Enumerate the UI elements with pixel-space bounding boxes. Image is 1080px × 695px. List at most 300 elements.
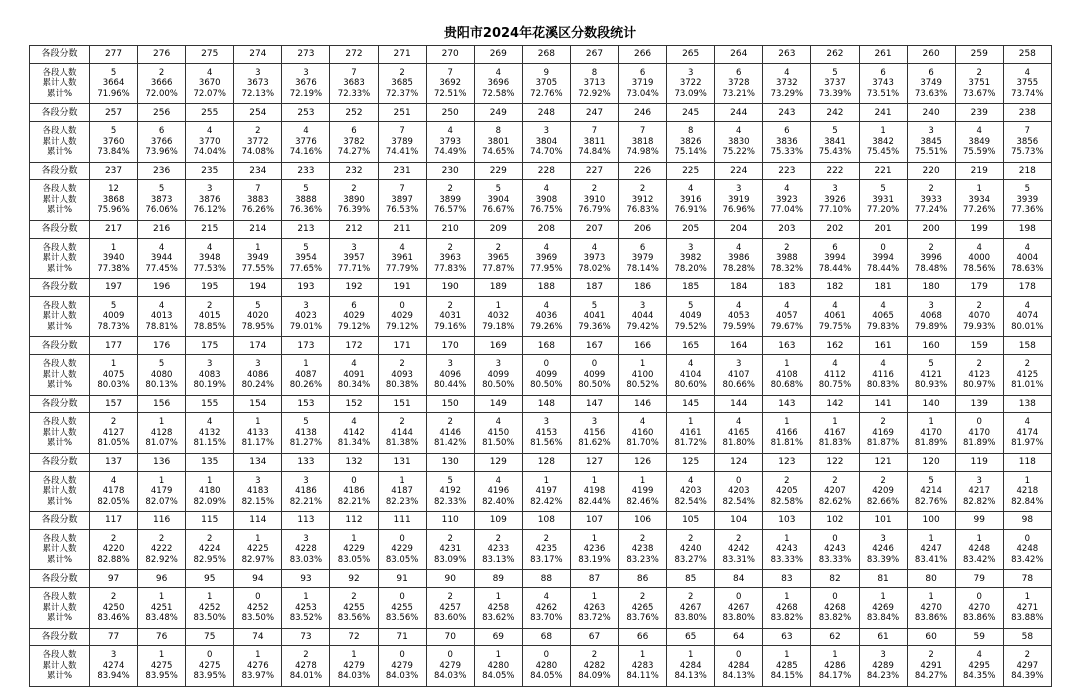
- score-cell: 158: [1003, 337, 1051, 355]
- data-cell: [378, 413, 426, 453]
- score-cell: 84: [715, 570, 763, 588]
- cumulative-value: 4243: [824, 544, 846, 555]
- count-value: 4: [784, 184, 790, 195]
- cumulative-value: 4242: [727, 544, 750, 555]
- count-value: 0: [1024, 533, 1031, 544]
- cumulative-value: 3916: [679, 194, 702, 205]
- score-cell: 269: [474, 46, 522, 64]
- cumulative-value: 4275: [150, 660, 173, 671]
- percent-value: 81.70%: [626, 438, 659, 449]
- count-value: 5: [110, 67, 117, 78]
- cumulative-value: 3910: [583, 194, 606, 205]
- cumulative-value: 4178: [102, 486, 125, 497]
- cumulative-value: 4268: [824, 602, 846, 613]
- cumulative-value: 4231: [439, 544, 462, 555]
- cumulative-value: 3804: [535, 136, 558, 147]
- percent-value: 82.23%: [385, 496, 419, 507]
- cumulative-value: 4198: [583, 486, 606, 497]
- data-cell: [90, 238, 138, 278]
- percent-value: 75.43%: [818, 147, 852, 158]
- score-cell: 275: [186, 46, 234, 64]
- data-cell: [378, 588, 426, 628]
- cumulative-value: 4044: [631, 311, 654, 322]
- percent-value: 82.92%: [145, 554, 178, 565]
- cumulative-value: 4289: [872, 660, 894, 671]
- data-cell: [570, 180, 618, 220]
- cumulative-value: 4233: [487, 544, 510, 555]
- percent-value: 82.97%: [241, 554, 275, 565]
- score-cell: 87: [570, 570, 618, 588]
- count-value: 1: [255, 533, 261, 544]
- percent-value: 78.85%: [193, 321, 226, 332]
- data-cell: [811, 646, 859, 687]
- score-cell: 104: [715, 512, 763, 530]
- stack-label: [30, 646, 90, 687]
- score-cell: 86: [619, 570, 667, 588]
- score-cell: 90: [426, 570, 474, 588]
- data-cell: [570, 355, 618, 395]
- cumulative-value: 4207: [824, 486, 846, 497]
- data-cell: [282, 296, 330, 336]
- count-value: 4: [736, 242, 742, 253]
- percent-value: 79.16%: [433, 321, 467, 332]
- count-value: 3: [928, 126, 934, 137]
- count-value: 4: [1024, 67, 1031, 78]
- count-value: 2: [639, 184, 646, 195]
- score-cell: 71: [378, 628, 426, 646]
- score-cell: 58: [1003, 628, 1051, 646]
- cumulative-value: 3751: [968, 78, 991, 89]
- score-cell: 247: [570, 104, 618, 122]
- stack-label-line: 累计人数: [42, 194, 77, 205]
- percent-value: 81.17%: [241, 438, 275, 449]
- data-cell: [282, 588, 330, 628]
- score-cell: 180: [907, 279, 955, 297]
- count-value: 1: [207, 592, 213, 603]
- data-cell: [330, 122, 378, 162]
- percent-value: 77.83%: [433, 263, 467, 274]
- data-cell: [715, 296, 763, 336]
- percent-value: 76.36%: [289, 205, 323, 216]
- data-cell: [522, 355, 570, 395]
- percent-value: 83.72%: [578, 613, 611, 624]
- score-cell: 233: [282, 162, 330, 180]
- cumulative-value: 4132: [198, 427, 221, 438]
- count-value: 3: [687, 67, 694, 78]
- cumulative-value: 4087: [295, 369, 317, 380]
- score-cell: 61: [859, 628, 907, 646]
- table-body: [30, 46, 1052, 687]
- data-cell: [378, 238, 426, 278]
- data-cell: [234, 296, 282, 336]
- count-value: 1: [158, 417, 165, 428]
- cumulative-value: 4000: [968, 253, 991, 264]
- count-value: 1: [784, 533, 790, 544]
- cumulative-value: 3948: [198, 253, 221, 264]
- cumulative-value: 3923: [776, 194, 798, 205]
- count-value: 5: [303, 184, 309, 195]
- stack-label-line: 累计人数: [42, 253, 77, 264]
- percent-value: 80.44%: [433, 380, 467, 391]
- score-cell: 261: [859, 46, 907, 64]
- percent-value: 80.38%: [385, 380, 419, 391]
- count-value: 4: [495, 475, 501, 486]
- count-value: 2: [976, 67, 982, 78]
- data-cell: [378, 529, 426, 569]
- count-value: 0: [351, 475, 357, 486]
- percent-value: 83.05%: [337, 554, 371, 565]
- count-value: 1: [110, 242, 117, 253]
- count-value: 4: [1024, 417, 1031, 428]
- cumulative-value: 4096: [439, 369, 462, 380]
- data-cell: [955, 238, 1003, 278]
- cumulative-value: 4156: [583, 427, 606, 438]
- percent-value: 77.55%: [241, 263, 275, 274]
- count-value: 6: [351, 126, 357, 137]
- count-value: 3: [736, 184, 742, 195]
- data-cell: [667, 355, 715, 395]
- count-value: 4: [736, 300, 742, 311]
- cumulative-value: 4270: [920, 602, 942, 613]
- cumulative-value: 4167: [824, 427, 846, 438]
- count-value: 0: [255, 592, 261, 603]
- percent-value: 77.71%: [337, 263, 371, 274]
- stack-label-line: 累计%: [46, 88, 73, 99]
- cumulative-value: 3772: [247, 136, 269, 147]
- count-value: 3: [543, 126, 550, 137]
- count-value: 4: [158, 300, 165, 311]
- count-value: 3: [207, 184, 213, 195]
- percent-value: 81.34%: [337, 438, 371, 449]
- data-cell: [619, 355, 667, 395]
- cumulative-value: 4125: [1016, 369, 1039, 380]
- score-cell: 181: [859, 279, 907, 297]
- score-cell: 200: [907, 220, 955, 238]
- count-value: 6: [784, 126, 790, 137]
- cumulative-value: 4229: [343, 544, 365, 555]
- percent-value: 75.51%: [914, 147, 948, 158]
- data-cell: [763, 180, 811, 220]
- score-row: [30, 46, 1052, 64]
- score-cell: 141: [859, 395, 907, 413]
- data-cell: [330, 413, 378, 453]
- data-cell: [90, 296, 138, 336]
- data-cell: [282, 646, 330, 687]
- percent-value: 77.36%: [1011, 205, 1044, 216]
- score-cell: 217: [90, 220, 138, 238]
- count-value: 4: [543, 300, 550, 311]
- count-value: 1: [351, 533, 357, 544]
- data-cell: [282, 355, 330, 395]
- cumulative-value: 4243: [776, 544, 798, 555]
- count-value: 6: [736, 67, 742, 78]
- score-cell: 155: [186, 395, 234, 413]
- data-cell: [859, 296, 907, 336]
- count-value: 3: [110, 650, 117, 661]
- score-cell: 248: [522, 104, 570, 122]
- cumulative-value: 4229: [391, 544, 413, 555]
- count-value: 1: [255, 650, 261, 661]
- score-cell: 276: [138, 46, 186, 64]
- percent-value: 77.38%: [97, 263, 130, 274]
- stack-label-line: 累计人数: [42, 311, 77, 322]
- data-cell: [138, 122, 186, 162]
- data-cell: [378, 471, 426, 511]
- cumulative-value: 3949: [247, 253, 269, 264]
- count-value: 3: [351, 242, 357, 253]
- percent-value: 75.45%: [866, 147, 900, 158]
- cumulative-value: 4205: [776, 486, 798, 497]
- count-value: 3: [255, 359, 261, 370]
- score-cell: 241: [859, 104, 907, 122]
- data-cell: [955, 122, 1003, 162]
- cumulative-value: 3760: [102, 136, 125, 147]
- cumulative-value: 3737: [824, 78, 846, 89]
- cumulative-value: 3782: [343, 136, 365, 147]
- data-cell: [138, 355, 186, 395]
- score-cell: 214: [234, 220, 282, 238]
- score-cell: 153: [282, 395, 330, 413]
- cumulative-value: 3996: [920, 253, 942, 264]
- count-value: 5: [158, 359, 165, 370]
- cumulative-value: 3685: [391, 78, 413, 89]
- cumulative-value: 4104: [679, 369, 702, 380]
- data-cell: [474, 238, 522, 278]
- cumulative-value: 4004: [1016, 253, 1039, 264]
- data-row: [30, 529, 1052, 569]
- percent-value: 74.04%: [193, 147, 226, 158]
- score-cell: 168: [522, 337, 570, 355]
- score-cell: 273: [282, 46, 330, 64]
- score-cell: 191: [378, 279, 426, 297]
- count-value: 1: [207, 475, 213, 486]
- count-value: 7: [351, 67, 357, 78]
- count-value: 4: [158, 242, 165, 253]
- count-value: 3: [255, 67, 261, 78]
- data-cell: [955, 471, 1003, 511]
- data-cell: [138, 529, 186, 569]
- score-cell: 148: [522, 395, 570, 413]
- data-cell: [955, 180, 1003, 220]
- cumulative-value: 3705: [535, 78, 558, 89]
- percent-value: 76.53%: [385, 205, 419, 216]
- data-cell: [90, 180, 138, 220]
- percent-value: 73.84%: [97, 147, 130, 158]
- score-cell: 175: [186, 337, 234, 355]
- count-value: 2: [255, 126, 261, 137]
- score-cell: 235: [186, 162, 234, 180]
- data-cell: [522, 180, 570, 220]
- count-value: 3: [880, 533, 886, 544]
- percent-value: 81.07%: [145, 438, 178, 449]
- count-value: 0: [399, 592, 405, 603]
- data-cell: [282, 529, 330, 569]
- data-cell: [907, 238, 955, 278]
- data-cell: [907, 413, 955, 453]
- score-cell: 236: [138, 162, 186, 180]
- score-cell: 80: [907, 570, 955, 588]
- data-cell: [90, 355, 138, 395]
- count-value: 2: [639, 592, 646, 603]
- count-value: 1: [255, 417, 261, 428]
- cumulative-value: 4108: [776, 369, 798, 380]
- percent-value: 83.76%: [626, 613, 659, 624]
- score-cell: 107: [570, 512, 618, 530]
- cumulative-value: 3770: [198, 136, 221, 147]
- score-cell: 223: [763, 162, 811, 180]
- score-cell: 135: [186, 453, 234, 471]
- cumulative-value: 3676: [295, 78, 317, 89]
- score-cell: 267: [570, 46, 618, 64]
- count-value: 8: [495, 126, 501, 137]
- count-value: 1: [784, 417, 790, 428]
- percent-value: 82.46%: [626, 496, 659, 507]
- score-cell: 220: [907, 162, 955, 180]
- count-value: 2: [303, 650, 309, 661]
- stack-label-line: 累计%: [46, 205, 73, 216]
- data-cell: [330, 529, 378, 569]
- cumulative-value: 4057: [776, 311, 798, 322]
- count-value: 1: [543, 475, 550, 486]
- percent-value: 78.28%: [722, 263, 755, 274]
- data-cell: [763, 529, 811, 569]
- count-value: 1: [1024, 475, 1031, 486]
- percent-value: 74.84%: [578, 147, 611, 158]
- percent-value: 74.49%: [433, 147, 467, 158]
- cumulative-value: 4128: [150, 427, 173, 438]
- cumulative-value: 4262: [535, 602, 558, 613]
- count-value: 1: [495, 300, 501, 311]
- data-cell: [234, 471, 282, 511]
- data-cell: [619, 413, 667, 453]
- data-cell: [330, 63, 378, 103]
- data-cell: [715, 588, 763, 628]
- percent-value: 79.12%: [337, 321, 371, 332]
- stack-label-line: 累计%: [46, 671, 73, 682]
- count-value: 0: [447, 650, 453, 661]
- percent-value: 77.65%: [289, 263, 323, 274]
- count-value: 0: [976, 417, 982, 428]
- stack-label-line: 累计人数: [42, 78, 77, 89]
- cumulative-value: 4199: [631, 486, 654, 497]
- percent-value: 82.21%: [337, 496, 371, 507]
- cumulative-value: 4127: [102, 427, 125, 438]
- data-cell: [619, 529, 667, 569]
- cumulative-value: 4121: [920, 369, 942, 380]
- stack-label: [30, 529, 90, 569]
- cumulative-value: 4009: [102, 311, 125, 322]
- count-value: 1: [303, 592, 309, 603]
- percent-value: 76.57%: [433, 205, 467, 216]
- count-value: 2: [784, 475, 790, 486]
- count-value: 7: [591, 126, 598, 137]
- cumulative-value: 4053: [727, 311, 750, 322]
- score-cell: 270: [426, 46, 474, 64]
- percent-value: 84.15%: [770, 671, 804, 682]
- count-value: 5: [303, 417, 309, 428]
- cumulative-value: 4252: [247, 602, 269, 613]
- percent-value: 77.04%: [770, 205, 804, 216]
- data-cell: [859, 355, 907, 395]
- cumulative-value: 4291: [920, 660, 942, 671]
- stack-label-line: 累计%: [46, 380, 73, 391]
- data-cell: [1003, 238, 1051, 278]
- percent-value: 73.09%: [674, 88, 707, 99]
- count-value: 4: [976, 126, 982, 137]
- score-cell: 152: [330, 395, 378, 413]
- percent-value: 84.35%: [963, 671, 996, 682]
- percent-value: 83.82%: [818, 613, 852, 624]
- count-value: 3: [736, 359, 742, 370]
- count-value: 2: [591, 184, 598, 195]
- cumulative-value: 4068: [920, 311, 942, 322]
- stack-label-line: 累计人数: [42, 486, 77, 497]
- cumulative-value: 4270: [968, 602, 991, 613]
- stack-label-line: 各段人数: [42, 592, 77, 603]
- cumulative-value: 3749: [920, 78, 942, 89]
- count-value: 2: [110, 417, 117, 428]
- data-cell: [522, 296, 570, 336]
- percent-value: 83.60%: [433, 613, 467, 624]
- count-value: 5: [880, 184, 886, 195]
- data-cell: [619, 646, 667, 687]
- cumulative-value: 3963: [439, 253, 462, 264]
- score-cell: 154: [234, 395, 282, 413]
- data-cell: [619, 180, 667, 220]
- percent-value: 79.42%: [626, 321, 659, 332]
- percent-value: 82.40%: [482, 496, 515, 507]
- score-cell: 78: [1003, 570, 1051, 588]
- data-cell: [570, 646, 618, 687]
- count-value: 2: [687, 533, 694, 544]
- data-cell: [138, 471, 186, 511]
- score-cell: 207: [570, 220, 618, 238]
- data-cell: [667, 180, 715, 220]
- data-cell: [811, 355, 859, 395]
- data-cell: [619, 63, 667, 103]
- score-cell: 163: [763, 337, 811, 355]
- stack-label-line: 累计人数: [42, 544, 77, 555]
- score-cell: 255: [186, 104, 234, 122]
- score-cell: 263: [763, 46, 811, 64]
- score-cell: 187: [570, 279, 618, 297]
- percent-value: 77.53%: [193, 263, 226, 274]
- score-cell: 167: [570, 337, 618, 355]
- percent-value: 84.13%: [674, 671, 707, 682]
- percent-value: 82.66%: [866, 496, 900, 507]
- data-cell: [859, 529, 907, 569]
- cumulative-value: 4032: [487, 311, 510, 322]
- count-value: 4: [832, 300, 838, 311]
- data-cell: [715, 646, 763, 687]
- score-cell: 265: [667, 46, 715, 64]
- percent-value: 73.96%: [145, 147, 178, 158]
- percent-value: 79.59%: [722, 321, 755, 332]
- percent-value: 80.52%: [626, 380, 659, 391]
- score-cell: 182: [811, 279, 859, 297]
- percent-value: 81.81%: [770, 438, 804, 449]
- percent-value: 79.12%: [385, 321, 419, 332]
- data-cell: [570, 63, 618, 103]
- count-value: 4: [736, 126, 742, 137]
- count-value: 2: [447, 533, 453, 544]
- percent-value: 84.05%: [482, 671, 515, 682]
- stack-label-line: 各段人数: [42, 300, 77, 311]
- count-value: 2: [110, 533, 117, 544]
- count-value: 2: [399, 417, 405, 428]
- score-cell: 105: [667, 512, 715, 530]
- count-value: 3: [255, 475, 261, 486]
